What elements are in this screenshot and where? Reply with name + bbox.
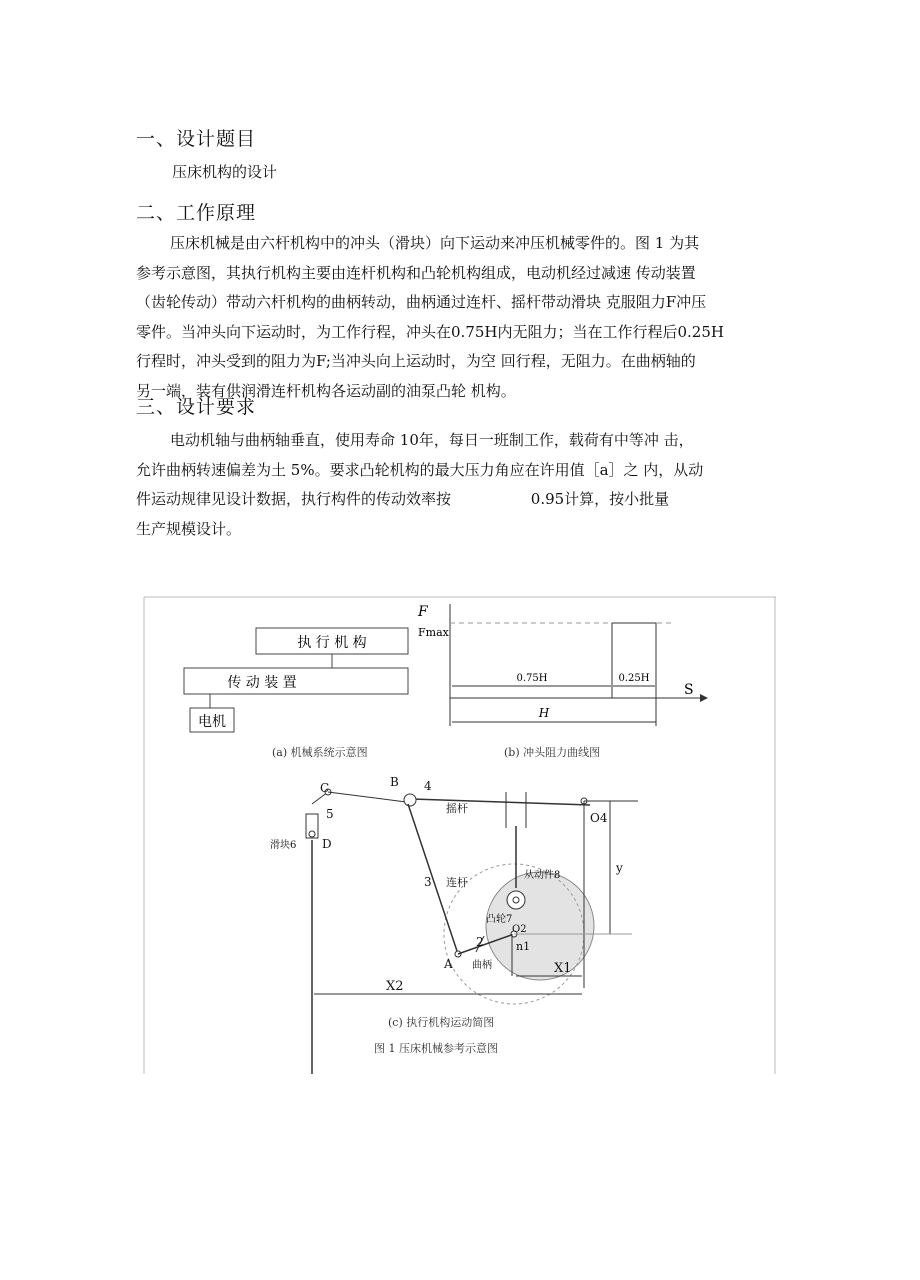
label-follower: 从动件8: [524, 870, 561, 881]
wp-line-6: 另一端，装有供润滑连杆机构各运动副的油泵凸轮 机构。: [136, 381, 516, 400]
graph-total-label: H: [538, 706, 550, 720]
label-rocker: 摇杆: [446, 802, 468, 815]
graph-x-label: S: [684, 682, 694, 698]
wp-line-5: 行程时，冲头受到的阻力为F;当冲头向上运动时，为空 回行程，无阻力。在曲柄轴的: [136, 352, 696, 370]
label-3: 3: [424, 875, 432, 889]
working-principle-paragraph: [136, 229, 784, 406]
wp-line-3: （齿轮传动）带动六杆机构的曲柄转动，曲柄通过连杆、摇杆带动滑块 克服阻力F冲压: [136, 293, 707, 311]
label-crank: 曲柄: [472, 960, 492, 971]
label-C: C: [320, 781, 330, 795]
label-A: A: [444, 957, 453, 971]
block-motor-label: 电机: [198, 714, 226, 730]
heading-design-topic: 一、设计题目: [136, 128, 257, 150]
heading-design-requirements: 三、设计要求: [136, 396, 257, 418]
graph-seg1-label: 0.75H: [516, 673, 548, 684]
label-y: y: [616, 861, 623, 875]
resistance-bar: [612, 623, 656, 698]
wp-line-1: 压床机械是由六杆机构中的冲头（滑块）向下运动来冲压机械零件的。图 1 为其: [170, 234, 700, 252]
dr-line-2: 允许曲柄转速偏差为土 5%。要求凸轮机构的最大压力角应在许用值［a］之 内，从动: [136, 460, 704, 479]
block-executive-label: 执 行 机 构: [297, 635, 367, 651]
wp-line-2: 参考示意图，其执行机构主要由连杆机构和凸轮机构组成，电动机经过减速 传动装置: [136, 263, 696, 282]
dr-line-3: 件运动规律见设计数据，执行构件的传动效率按 0.95计算，按小批量: [136, 490, 670, 508]
design-topic-body: 压床机构的设计: [172, 163, 278, 181]
resistance-graph: [417, 604, 708, 759]
heading-working-principle: 二、工作原理: [136, 202, 257, 224]
block-transmission-label: 传 动 装 置: [227, 675, 297, 691]
label-5: 5: [326, 807, 334, 821]
label-O4: O4: [590, 811, 608, 825]
caption-a: (a) 机械系统示意图: [272, 746, 368, 759]
graph-y-label: F: [418, 604, 428, 620]
dr-line-4: 生产规模设计。: [136, 519, 242, 538]
dr-line-1: 电动机轴与曲柄轴垂直，使用寿命 10年，每日一班制工作，载荷有中等冲 击，: [170, 431, 694, 449]
mechanism-diagram: [270, 775, 638, 1074]
label-conrod: 连杆: [446, 876, 468, 889]
label-X2: X2: [386, 979, 404, 994]
label-4: 4: [424, 779, 432, 793]
graph-seg2-label: 0.25H: [618, 673, 650, 684]
graph-fmax-label: Fmax: [418, 626, 449, 639]
label-X1: X1: [554, 961, 572, 976]
label-cam: 凸轮7: [486, 914, 513, 925]
label-O2: O2: [512, 924, 527, 935]
caption-b: (b) 冲头阻力曲线图: [504, 746, 601, 759]
caption-c: (c) 执行机构运动简图: [388, 1016, 495, 1029]
figure-press-mechanism: [142, 596, 778, 1076]
label-n1: n1: [516, 940, 531, 953]
caption-figure: 图 1 压床机械参考示意图: [374, 1042, 498, 1055]
label-B: B: [390, 775, 399, 789]
wp-line-4: 零件。当冲头向下运动时，为工作行程，冲头在0.75H内无阻力；当在工作行程后0.25H: [136, 322, 724, 341]
label-2: 2: [476, 935, 484, 949]
block-diagram: [184, 628, 408, 759]
design-requirements-paragraph: [136, 426, 784, 544]
label-D: D: [322, 837, 332, 851]
label-slider: 滑块6: [270, 840, 297, 851]
